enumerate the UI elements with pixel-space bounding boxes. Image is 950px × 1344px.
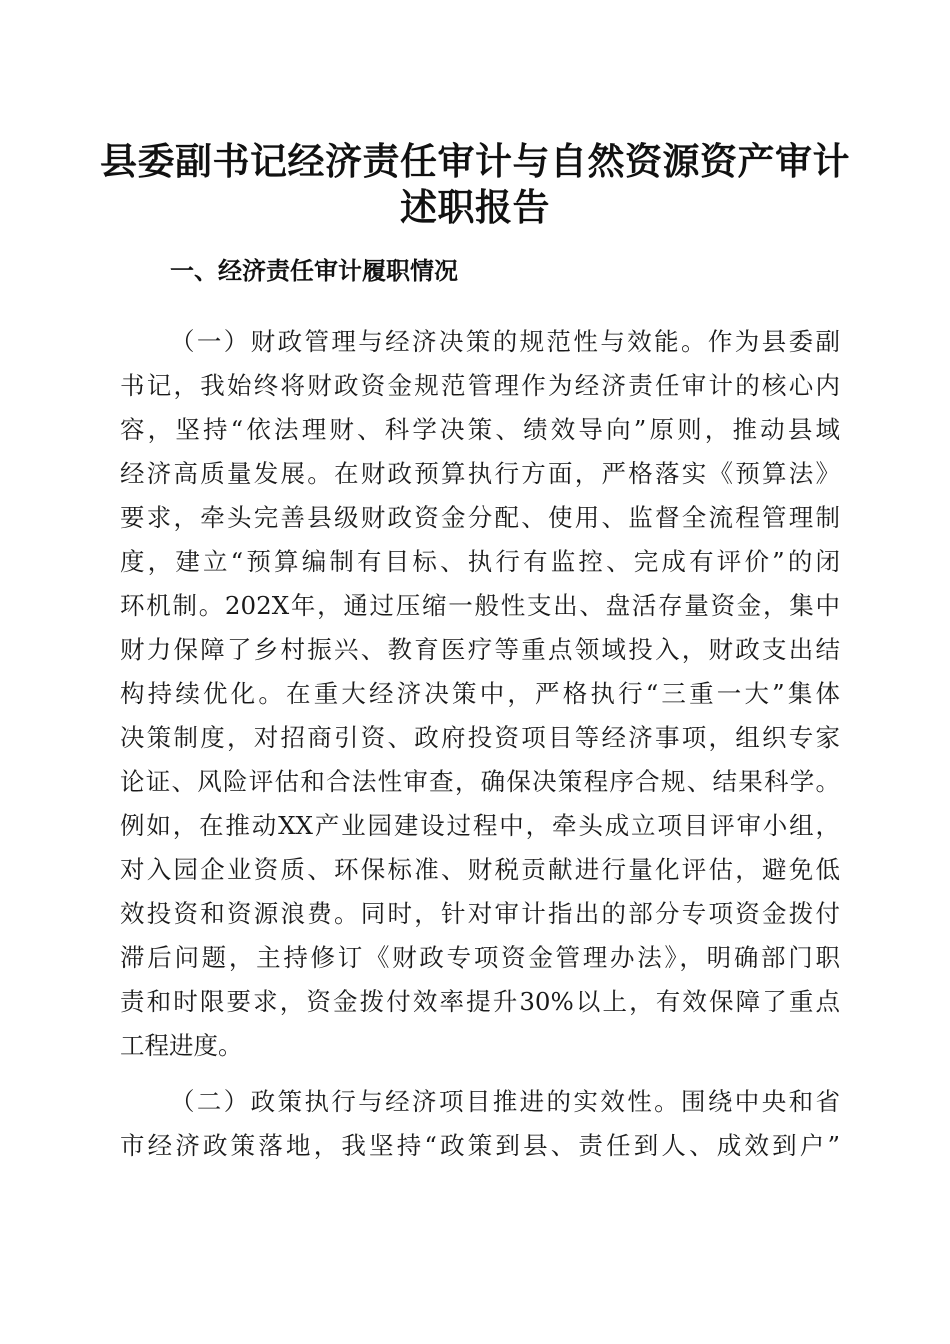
paragraph-line: 责和时限要求，资金拨付效率提升30%以上，有效保障了重点 bbox=[120, 987, 840, 1016]
paragraph-line: 经济高质量发展。在财政预算执行方面，严格落实《预算法》 bbox=[120, 459, 840, 488]
paragraph-line: 要求，牵头完善县级财政资金分配、使用、监督全流程管理制 bbox=[120, 503, 840, 532]
paragraph-line: 书记，我始终将财政资金规范管理作为经济责任审计的核心内 bbox=[120, 371, 840, 400]
paragraph-line: 市经济政策落地，我坚持“政策到县、责任到人、成效到户” bbox=[120, 1131, 840, 1160]
paragraph-line: 决策制度，对招商引资、政府投资项目等经济事项，组织专家 bbox=[120, 723, 840, 752]
document-title-line-2: 述职报告 bbox=[400, 185, 550, 229]
paragraph-line: 财力保障了乡村振兴、教育医疗等重点领域投入，财政支出结 bbox=[120, 635, 840, 664]
paragraph-line: （一）财政管理与经济决策的规范性与效能。作为县委副 bbox=[170, 327, 840, 356]
paragraph-line: 滞后问题，主持修订《财政专项资金管理办法》，明确部门职 bbox=[120, 943, 840, 972]
paragraph-line: （二）政策执行与经济项目推进的实效性。围绕中央和省 bbox=[170, 1087, 840, 1116]
section-heading: 一、经济责任审计履职情况 bbox=[170, 257, 458, 285]
paragraph-line: 环机制。202X年，通过压缩一般性支出、盘活存量资金，集中 bbox=[120, 591, 840, 620]
document-title-line-1: 县委副书记经济责任审计与自然资源资产审计 bbox=[100, 139, 850, 183]
paragraph-line: 容，坚持“依法理财、科学决策、绩效导向”原则，推动县域 bbox=[120, 415, 840, 444]
paragraph-line: 构持续优化。在重大经济决策中，严格执行“三重一大”集体 bbox=[120, 679, 840, 708]
paragraph-line: 对入园企业资质、环保标准、财税贡献进行量化评估，避免低 bbox=[120, 855, 840, 884]
paragraph-line: 效投资和资源浪费。同时，针对审计指出的部分专项资金拨付 bbox=[120, 899, 840, 928]
paragraph-line: 例如，在推动XX产业园建设过程中，牵头成立项目评审小组， bbox=[120, 811, 840, 840]
paragraph-line: 论证、风险评估和合法性审查，确保决策程序合规、结果科学。 bbox=[120, 767, 840, 796]
paragraph-line: 度，建立“预算编制有目标、执行有监控、完成有评价”的闭 bbox=[120, 547, 840, 576]
paragraph-line: 工程进度。 bbox=[120, 1031, 243, 1060]
